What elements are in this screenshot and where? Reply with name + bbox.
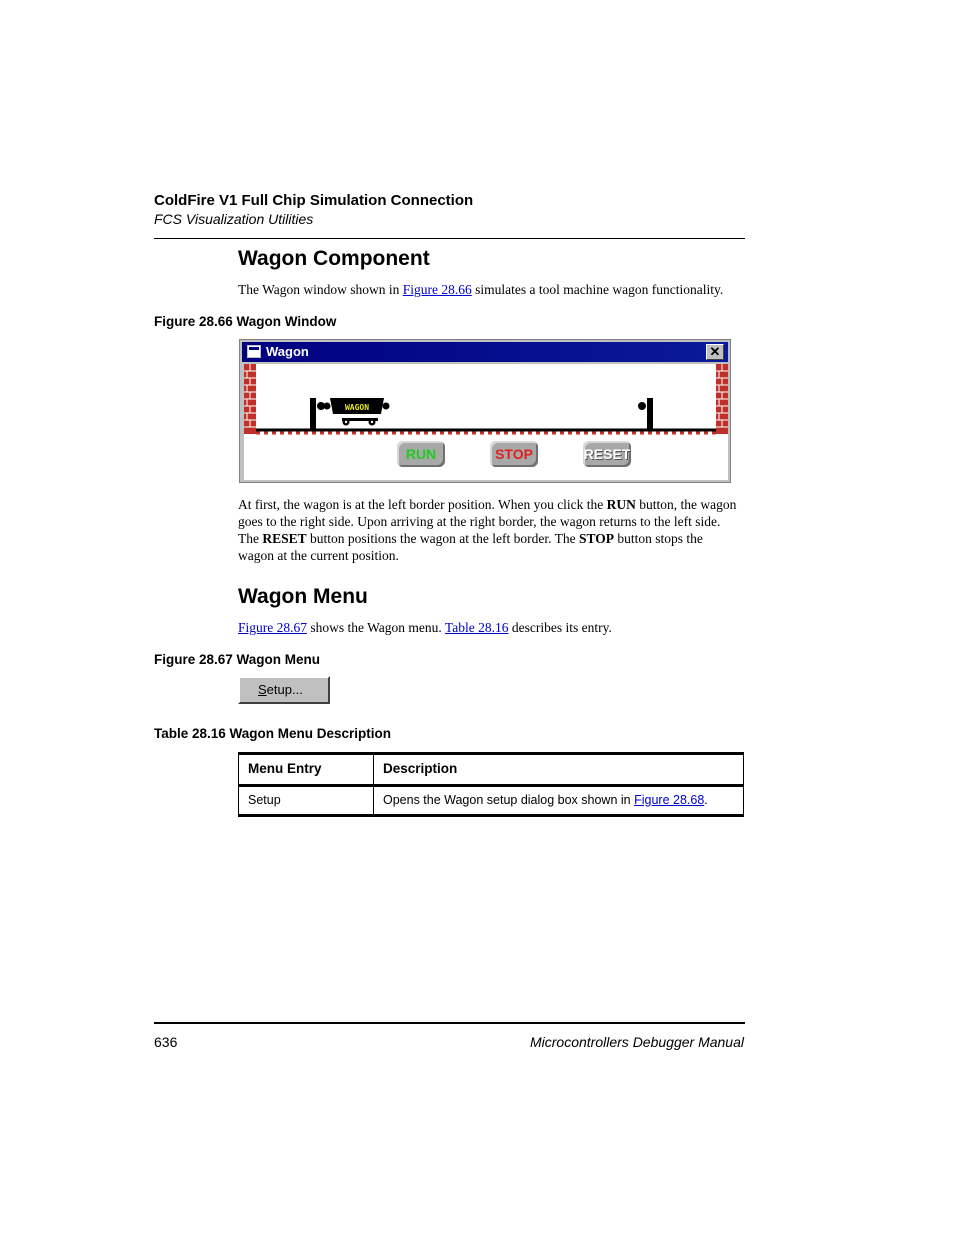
figure-28-68-link[interactable]: Figure 28.68 [634,793,705,807]
table-header-row [239,754,744,786]
para-text-1: At first, the wagon is at the left border position. When you click the [238,497,607,512]
wagon-client-area [244,364,728,480]
wagon-cart [324,398,390,426]
wagon-description-paragraph [238,496,738,564]
left-brick-wall [244,364,256,434]
reset-button[interactable]: RESET [583,441,631,467]
setup-accelerator: S [258,682,267,697]
close-icon[interactable]: ✕ [706,344,724,360]
figure-28-66-caption: Figure 28.66 Wagon Window [154,314,337,329]
header-rule [154,238,745,239]
window-titlebar[interactable] [242,342,728,362]
window-title: Wagon [266,344,309,359]
table-row [239,786,744,816]
para-text-3: button positions the wagon at the left border. The [306,531,579,546]
menu-intro-paragraph [238,619,612,636]
stop-button[interactable]: STOP [490,441,538,467]
table-28-16-caption: Table 28.16 Wagon Menu Description [154,726,392,741]
para-bold-reset: RESET [262,531,307,546]
para-text-2: button, the wagon goes to the right side. Upon arriving at the right border, the wagon returns to the left side. The [238,497,737,546]
desc-text: Opens the Wagon setup dialog box shown in [383,793,635,807]
setup-menu-button[interactable] [238,676,330,704]
wagon-label: WAGON [344,403,370,412]
figure-28-66-link[interactable]: Figure 28.66 [402,282,472,297]
figure-28-67-link[interactable]: Figure 28.67 [238,620,307,635]
figure-28-67-caption: Figure 28.67 Wagon Menu [154,652,321,667]
para-bold-stop: STOP [578,531,614,546]
run-button[interactable]: RUN [397,441,445,467]
page-number: 636 [154,1034,178,1050]
window-system-menu-icon[interactable] [247,345,261,358]
wagon-scene [244,364,728,480]
section-heading-wagon-menu: Wagon Menu [238,585,368,608]
intro-text-before: The Wagon window shown in [238,282,403,297]
setup-label-rest: etup... [266,682,303,697]
intro-text-after: simulates a tool machine wagon functionality. [471,282,724,297]
rail-track [256,430,716,433]
wagon-window [239,339,731,483]
table-cell-entry: Setup [239,786,374,816]
para-text-4: button stops the wagon at the current position. [238,531,703,563]
table-cell-description [374,786,744,816]
menu-intro-mid: shows the Wagon menu. [307,620,445,635]
section-heading-wagon-component: Wagon Component [238,247,430,270]
footer-rule [154,1022,745,1024]
running-header-subtitle: FCS Visualization Utilities [154,211,314,227]
footer-manual-title: Microcontrollers Debugger Manual [530,1034,744,1050]
intro-paragraph [238,281,723,298]
left-stopper [310,398,325,429]
running-header-title: ColdFire V1 Full Chip Simulation Connection [154,192,474,209]
wagon-menu-table [238,752,744,817]
column-header-menu-entry: Menu Entry [239,754,374,786]
desc-period: . [704,793,708,807]
right-stopper [638,398,653,429]
right-brick-wall [716,364,728,434]
column-header-description: Description [374,754,744,786]
menu-intro-tail: describes its entry. [508,620,612,635]
para-bold-run: RUN [606,497,636,512]
table-28-16-link[interactable]: Table 28.16 [444,620,509,635]
